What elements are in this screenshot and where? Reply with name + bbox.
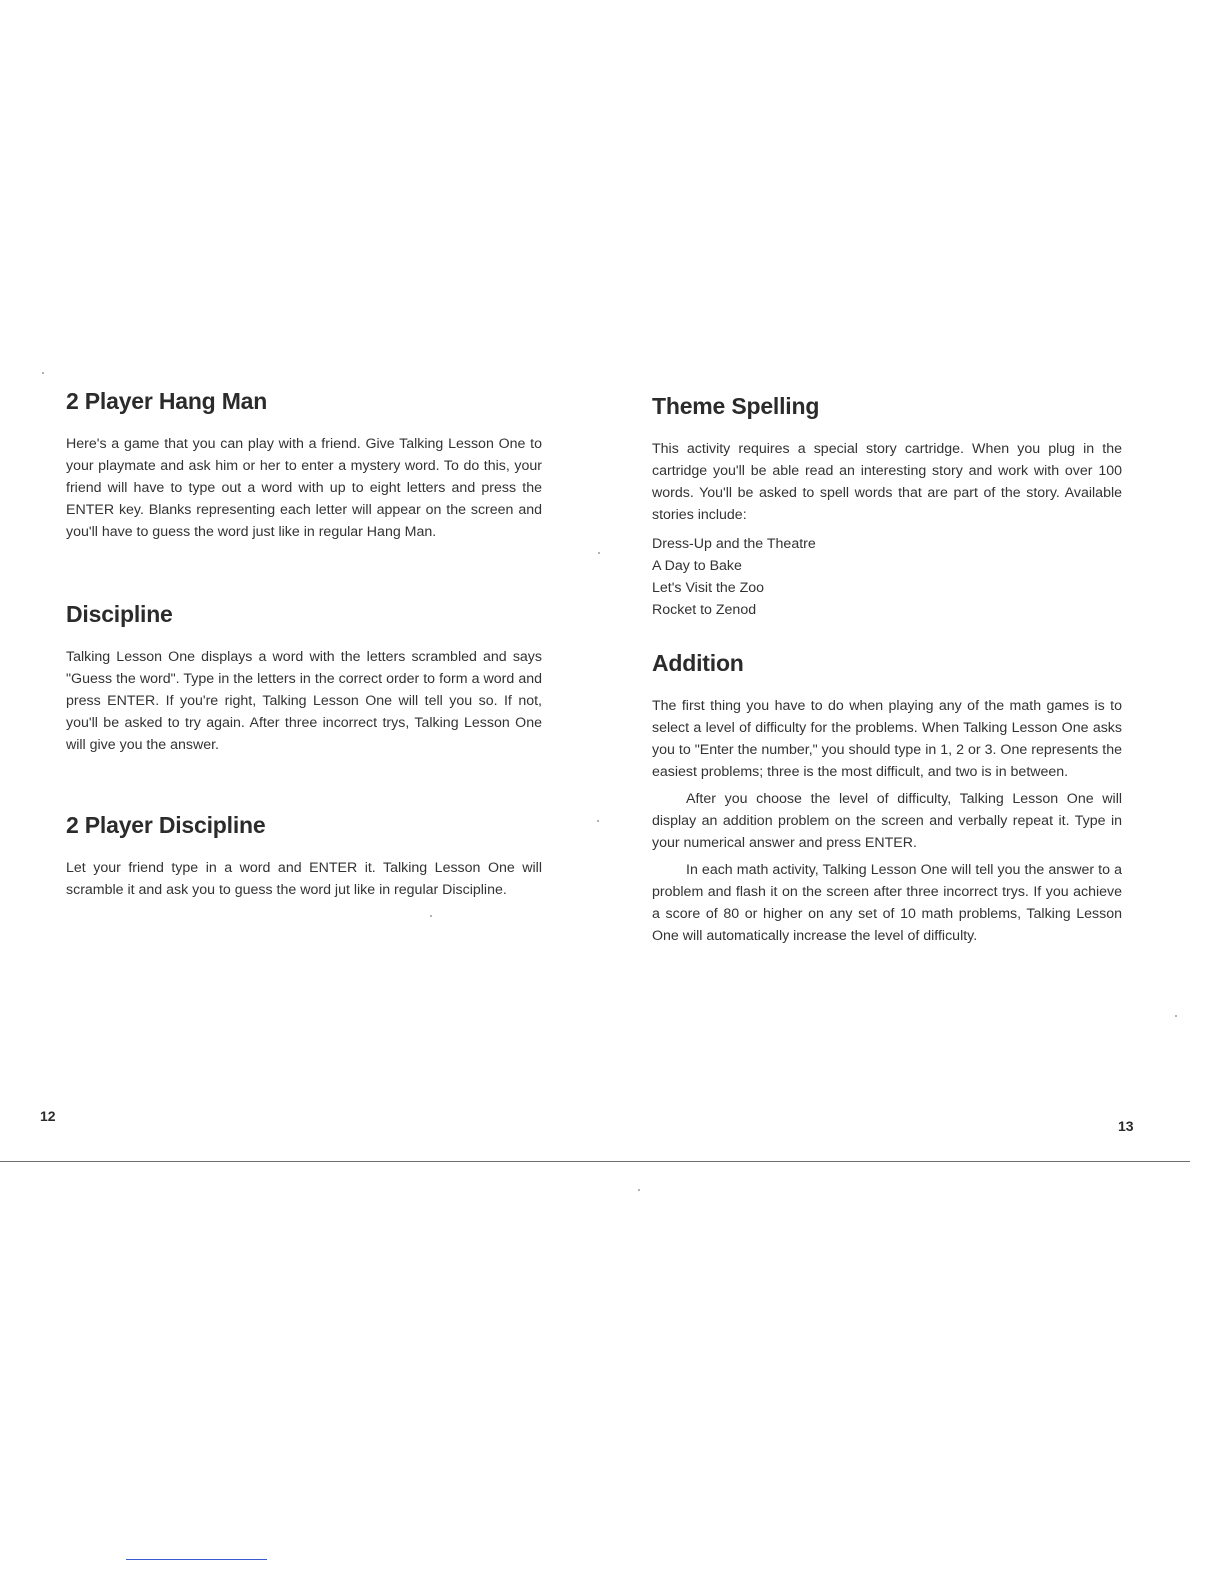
scan-mark-line — [126, 1559, 267, 1560]
story-item: Let's Visit the Zoo — [652, 580, 765, 596]
heading-theme-spelling: Theme Spelling — [652, 393, 820, 419]
heading-2-player-hang-man: 2 Player Hang Man — [66, 388, 268, 414]
section-addition — [652, 650, 1122, 947]
scan-speck — [1175, 1015, 1177, 1017]
addition-paragraph-3: In each math activity, Talking Lesson One will tell you the answer to a problem and flash it on the screen after three incorrect trys. If you achieve a score of 80 or higher on any set of 10 math problems, Talking Lesson One will automatically increase the level of difficulty. — [652, 862, 1122, 944]
body-2-player-discipline: Let your friend type in a word and ENTER it. Talking Lesson One will scramble it and ask you to guess the word jut like in regular Discipline. — [66, 860, 542, 898]
body-2-player-hang-man: Here's a game that you can play with a friend. Give Talking Lesson One to your playmate and ask him or her to enter a mystery word. To do this, your friend will have to type out a word with up to eight letters and press the ENTER key. Blanks representing each letter will appear on the screen and you'll have to guess the word just like in regular Hang Man. — [66, 436, 542, 540]
story-item: Rocket to Zenod — [652, 602, 757, 618]
story-item: A Day to Bake — [652, 558, 742, 574]
section-discipline — [66, 601, 542, 812]
scan-speck — [42, 372, 44, 374]
section-2-player-discipline — [66, 812, 542, 901]
story-list — [652, 533, 1122, 621]
story-item: Dress-Up and the Theatre — [652, 536, 816, 552]
section-2-player-hang-man — [66, 388, 542, 601]
body-theme-spelling: This activity requires a special story cartridge. When you plug in the cartridge you'll be able read an interesting story and work with over 100 words. You'll be asked to spell words that are part of the story. Available stories include: — [652, 441, 1122, 523]
heading-addition: Addition — [652, 650, 744, 676]
addition-paragraph-2: After you choose the level of difficulty, Talking Lesson One will display an addition problem on the screen and verbally repeat it. Type in your numerical answer and press ENTER. — [652, 791, 1122, 851]
left-page — [66, 388, 542, 901]
page-number-left: 12 — [40, 1108, 56, 1124]
scan-speck — [597, 820, 599, 822]
right-page — [652, 393, 1122, 947]
heading-2-player-discipline: 2 Player Discipline — [66, 812, 266, 838]
addition-paragraph-1: The first thing you have to do when playing any of the math games is to select a level of difficulty for the problems. When Talking Lesson One asks you to "Enter the number," you should type in 1, 2 or 3. One represents the easiest problems; three is the most difficult, and two is in between. — [652, 698, 1122, 780]
scan-speck — [638, 1189, 640, 1191]
scan-speck — [430, 915, 432, 917]
heading-discipline: Discipline — [66, 601, 173, 627]
scan-speck — [598, 552, 600, 554]
bottom-divider — [0, 1161, 1190, 1162]
section-theme-spelling — [652, 393, 1122, 650]
body-discipline: Talking Lesson One displays a word with the letters scrambled and says "Guess the word". Type in the letters in the correct order to form a word and press ENTER. If you're right, Talking Lesson One will tell you so. If not, you'll be asked to try again. After three incorrect trys, Talking Lesson One will give you the answer. — [66, 649, 542, 753]
page-number-right: 13 — [1118, 1118, 1134, 1134]
